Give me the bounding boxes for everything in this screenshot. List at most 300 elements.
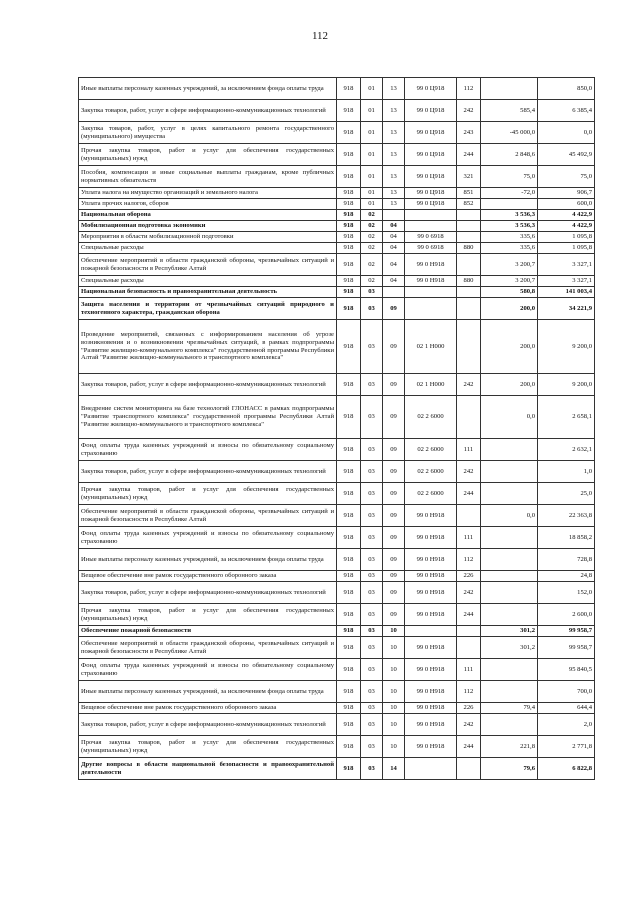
row-target-item-code: 99 0 Н918 bbox=[405, 637, 457, 659]
row-expense-type-code bbox=[457, 221, 481, 232]
table-row bbox=[79, 243, 595, 254]
budget-table bbox=[78, 77, 595, 780]
row-amount-change bbox=[481, 483, 538, 505]
table-row bbox=[79, 461, 595, 483]
row-section-code: 03 bbox=[361, 396, 383, 439]
row-subsection-code: 09 bbox=[383, 320, 405, 374]
row-section-code: 03 bbox=[361, 320, 383, 374]
row-amount-change bbox=[481, 571, 538, 582]
table-row bbox=[79, 78, 595, 100]
row-ministry-code: 918 bbox=[337, 527, 361, 549]
row-section-code: 03 bbox=[361, 681, 383, 703]
row-description: Иные выплаты персоналу казенных учреждений, за исключением фонда оплаты труда bbox=[79, 681, 337, 703]
row-subsection-code: 14 bbox=[383, 758, 405, 780]
table-row bbox=[79, 221, 595, 232]
row-expense-type-code: 226 bbox=[457, 571, 481, 582]
row-description: Другие вопросы в области национальной безопасности и правоохранительной деятельности bbox=[79, 758, 337, 780]
row-ministry-code: 918 bbox=[337, 758, 361, 780]
row-section-code: 02 bbox=[361, 243, 383, 254]
table-row bbox=[79, 505, 595, 527]
row-amount-total: 2,0 bbox=[538, 714, 595, 736]
table-row bbox=[79, 254, 595, 276]
table-row bbox=[79, 144, 595, 166]
row-target-item-code: 99 0 Н918 bbox=[405, 571, 457, 582]
row-amount-change: 585,4 bbox=[481, 100, 538, 122]
row-amount-total: 1,0 bbox=[538, 461, 595, 483]
row-ministry-code: 918 bbox=[337, 166, 361, 188]
row-section-code: 01 bbox=[361, 199, 383, 210]
row-description: Вещевое обеспечение вне рамок государственного оборонного заказа bbox=[79, 571, 337, 582]
row-section-code: 01 bbox=[361, 100, 383, 122]
row-target-item-code: 99 0 Н918 bbox=[405, 703, 457, 714]
row-subsection-code: 09 bbox=[383, 439, 405, 461]
row-description: Прочая закупка товаров, работ и услуг для обеспечения государственных (муниципальных) нужд bbox=[79, 604, 337, 626]
row-section-code: 03 bbox=[361, 461, 383, 483]
row-ministry-code: 918 bbox=[337, 254, 361, 276]
table-row bbox=[79, 287, 595, 298]
row-ministry-code: 918 bbox=[337, 637, 361, 659]
table-row bbox=[79, 758, 595, 780]
row-description: Фонд оплаты труда казенных учреждений и взносы по обязательному социальному страхованию bbox=[79, 439, 337, 461]
row-amount-total: 1 095,8 bbox=[538, 243, 595, 254]
row-description: Закупка товаров, работ, услуг в сфере информационно-коммуникационных технологий bbox=[79, 374, 337, 396]
row-amount-change: 335,6 bbox=[481, 232, 538, 243]
row-section-code: 03 bbox=[361, 758, 383, 780]
row-subsection-code: 09 bbox=[383, 571, 405, 582]
row-amount-total: 18 858,2 bbox=[538, 527, 595, 549]
row-target-item-code bbox=[405, 298, 457, 320]
row-section-code: 02 bbox=[361, 276, 383, 287]
row-ministry-code: 918 bbox=[337, 287, 361, 298]
row-subsection-code: 09 bbox=[383, 604, 405, 626]
row-amount-change: 79,6 bbox=[481, 758, 538, 780]
row-section-code: 02 bbox=[361, 221, 383, 232]
table-row bbox=[79, 714, 595, 736]
row-ministry-code: 918 bbox=[337, 396, 361, 439]
row-description: Иные выплаты персоналу казенных учреждений, за исключением фонда оплаты труда bbox=[79, 78, 337, 100]
row-ministry-code: 918 bbox=[337, 604, 361, 626]
row-subsection-code bbox=[383, 210, 405, 221]
row-target-item-code: 02 1 Н000 bbox=[405, 374, 457, 396]
row-expense-type-code: 112 bbox=[457, 549, 481, 571]
row-amount-total: 3 327,1 bbox=[538, 276, 595, 287]
row-amount-total: 1 095,8 bbox=[538, 232, 595, 243]
row-amount-total: 152,0 bbox=[538, 582, 595, 604]
row-subsection-code: 09 bbox=[383, 527, 405, 549]
row-subsection-code: 13 bbox=[383, 199, 405, 210]
row-description: Фонд оплаты труда казенных учреждений и взносы по обязательному социальному страхованию bbox=[79, 527, 337, 549]
row-subsection-code: 04 bbox=[383, 221, 405, 232]
row-ministry-code: 918 bbox=[337, 626, 361, 637]
row-section-code: 03 bbox=[361, 604, 383, 626]
row-section-code: 01 bbox=[361, 166, 383, 188]
row-amount-change: 2 848,6 bbox=[481, 144, 538, 166]
row-target-item-code: 02 2 6000 bbox=[405, 461, 457, 483]
row-description: Прочая закупка товаров, работ и услуг для обеспечения государственных (муниципальных) нужд bbox=[79, 144, 337, 166]
row-amount-total: 0,0 bbox=[538, 122, 595, 144]
row-section-code: 03 bbox=[361, 626, 383, 637]
row-amount-total: 2 771,8 bbox=[538, 736, 595, 758]
row-amount-change: 75,0 bbox=[481, 166, 538, 188]
row-amount-change: 301,2 bbox=[481, 637, 538, 659]
row-amount-total: 700,0 bbox=[538, 681, 595, 703]
table-row bbox=[79, 483, 595, 505]
row-ministry-code: 918 bbox=[337, 232, 361, 243]
row-description: Закупка товаров, работ, услуг в сфере информационно-коммуникационных технологий bbox=[79, 461, 337, 483]
row-amount-total: 9 200,0 bbox=[538, 374, 595, 396]
row-target-item-code: 99 0 Ц918 bbox=[405, 199, 457, 210]
row-section-code: 03 bbox=[361, 582, 383, 604]
row-section-code: 01 bbox=[361, 188, 383, 199]
row-description: Фонд оплаты труда казенных учреждений и взносы по обязательному социальному страхованию bbox=[79, 659, 337, 681]
row-amount-total: 6 822,8 bbox=[538, 758, 595, 780]
row-expense-type-code: 242 bbox=[457, 374, 481, 396]
row-description: Закупка товаров, работ, услуг в целях капитального ремонта государственного (муниципального) имущества bbox=[79, 122, 337, 144]
row-subsection-code: 04 bbox=[383, 254, 405, 276]
row-subsection-code bbox=[383, 287, 405, 298]
row-target-item-code: 99 0 Н918 bbox=[405, 505, 457, 527]
row-amount-change: -72,0 bbox=[481, 188, 538, 199]
row-expense-type-code bbox=[457, 254, 481, 276]
row-expense-type-code: 321 bbox=[457, 166, 481, 188]
row-target-item-code bbox=[405, 210, 457, 221]
row-subsection-code: 13 bbox=[383, 166, 405, 188]
table-row bbox=[79, 527, 595, 549]
row-ministry-code: 918 bbox=[337, 582, 361, 604]
row-target-item-code: 99 0 Н918 bbox=[405, 254, 457, 276]
row-amount-total: 99 958,7 bbox=[538, 626, 595, 637]
row-section-code: 01 bbox=[361, 122, 383, 144]
row-expense-type-code bbox=[457, 232, 481, 243]
row-target-item-code: 02 2 6000 bbox=[405, 396, 457, 439]
table-row bbox=[79, 122, 595, 144]
row-amount-change bbox=[481, 582, 538, 604]
row-target-item-code: 02 2 6000 bbox=[405, 439, 457, 461]
row-description: Специальные расходы bbox=[79, 276, 337, 287]
row-expense-type-code: 242 bbox=[457, 582, 481, 604]
row-section-code: 03 bbox=[361, 298, 383, 320]
row-target-item-code: 99 0 Н918 bbox=[405, 659, 457, 681]
row-expense-type-code bbox=[457, 758, 481, 780]
row-description: Национальная безопасность и правоохранительная деятельность bbox=[79, 287, 337, 298]
table-row bbox=[79, 320, 595, 374]
row-expense-type-code: 243 bbox=[457, 122, 481, 144]
row-target-item-code: 99 0 Н918 bbox=[405, 604, 457, 626]
row-amount-change: 0,0 bbox=[481, 505, 538, 527]
row-amount-total: 2 632,1 bbox=[538, 439, 595, 461]
row-section-code: 03 bbox=[361, 736, 383, 758]
row-target-item-code: 99 0 Ц918 bbox=[405, 78, 457, 100]
row-section-code: 03 bbox=[361, 287, 383, 298]
row-expense-type-code: 852 bbox=[457, 199, 481, 210]
row-amount-total: 99 958,7 bbox=[538, 637, 595, 659]
row-subsection-code: 09 bbox=[383, 483, 405, 505]
row-subsection-code: 13 bbox=[383, 78, 405, 100]
row-target-item-code: 02 1 Н000 bbox=[405, 320, 457, 374]
row-subsection-code: 13 bbox=[383, 100, 405, 122]
table-row bbox=[79, 681, 595, 703]
row-section-code: 03 bbox=[361, 527, 383, 549]
row-description: Специальные расходы bbox=[79, 243, 337, 254]
row-amount-total: 2 658,1 bbox=[538, 396, 595, 439]
row-amount-change: 3 536,3 bbox=[481, 210, 538, 221]
row-description: Проведение мероприятий, связанных с информированием населения об угрозе возникновения и о возникновении чрезвычайных ситуаций, в рамках подпрограммы "Развитие жилищно-коммунального комплекса" государственной программы Республики Алтай "Развитие жилищно-коммунального и транспортного комплекса" bbox=[79, 320, 337, 374]
row-ministry-code: 918 bbox=[337, 243, 361, 254]
page-number: 112 bbox=[311, 30, 329, 42]
row-amount-total: 644,4 bbox=[538, 703, 595, 714]
row-description: Защита населения и территории от чрезвычайных ситуаций природного и техногенного характера, гражданская оборона bbox=[79, 298, 337, 320]
row-ministry-code: 918 bbox=[337, 276, 361, 287]
row-expense-type-code: 242 bbox=[457, 714, 481, 736]
row-target-item-code: 99 0 6918 bbox=[405, 243, 457, 254]
row-expense-type-code: 111 bbox=[457, 527, 481, 549]
row-ministry-code: 918 bbox=[337, 681, 361, 703]
table-row bbox=[79, 396, 595, 439]
row-expense-type-code: 111 bbox=[457, 659, 481, 681]
row-section-code: 02 bbox=[361, 254, 383, 276]
row-amount-change bbox=[481, 714, 538, 736]
row-ministry-code: 918 bbox=[337, 505, 361, 527]
row-description: Уплата прочих налогов, сборов bbox=[79, 199, 337, 210]
row-amount-change: 200,0 bbox=[481, 298, 538, 320]
row-subsection-code: 04 bbox=[383, 276, 405, 287]
row-ministry-code: 918 bbox=[337, 199, 361, 210]
row-description: Прочая закупка товаров, работ и услуг для обеспечения государственных (муниципальных) нужд bbox=[79, 736, 337, 758]
row-amount-change: 335,6 bbox=[481, 243, 538, 254]
row-amount-change: 200,0 bbox=[481, 320, 538, 374]
row-subsection-code: 13 bbox=[383, 122, 405, 144]
row-section-code: 03 bbox=[361, 714, 383, 736]
row-subsection-code: 10 bbox=[383, 659, 405, 681]
row-ministry-code: 918 bbox=[337, 374, 361, 396]
row-amount-total: 2 600,0 bbox=[538, 604, 595, 626]
row-target-item-code: 99 0 Ц918 bbox=[405, 188, 457, 199]
row-amount-change bbox=[481, 439, 538, 461]
row-ministry-code: 918 bbox=[337, 483, 361, 505]
row-expense-type-code bbox=[457, 505, 481, 527]
row-target-item-code: 99 0 Ц918 bbox=[405, 144, 457, 166]
row-target-item-code: 99 0 Ц918 bbox=[405, 100, 457, 122]
row-section-code: 03 bbox=[361, 505, 383, 527]
table-row bbox=[79, 659, 595, 681]
row-ministry-code: 918 bbox=[337, 439, 361, 461]
row-ministry-code: 918 bbox=[337, 320, 361, 374]
row-subsection-code: 10 bbox=[383, 637, 405, 659]
row-target-item-code: 99 0 Н918 bbox=[405, 681, 457, 703]
row-amount-total: 34 221,9 bbox=[538, 298, 595, 320]
row-target-item-code: 99 0 6918 bbox=[405, 232, 457, 243]
row-amount-total: 95 840,5 bbox=[538, 659, 595, 681]
row-amount-change: 301,2 bbox=[481, 626, 538, 637]
row-expense-type-code: 226 bbox=[457, 703, 481, 714]
row-section-code: 03 bbox=[361, 483, 383, 505]
row-subsection-code: 09 bbox=[383, 505, 405, 527]
row-description: Иные выплаты персоналу казенных учреждений, за исключением фонда оплаты труда bbox=[79, 549, 337, 571]
row-ministry-code: 918 bbox=[337, 571, 361, 582]
row-amount-change: 200,0 bbox=[481, 374, 538, 396]
row-amount-total: 906,7 bbox=[538, 188, 595, 199]
row-ministry-code: 918 bbox=[337, 298, 361, 320]
row-expense-type-code: 880 bbox=[457, 243, 481, 254]
table-row bbox=[79, 736, 595, 758]
row-expense-type-code bbox=[457, 637, 481, 659]
row-target-item-code: 02 2 6000 bbox=[405, 483, 457, 505]
row-subsection-code: 10 bbox=[383, 714, 405, 736]
row-amount-change: -45 000,0 bbox=[481, 122, 538, 144]
row-ministry-code: 918 bbox=[337, 100, 361, 122]
row-description: Обеспечение мероприятий в области гражданской обороны, чрезвычайных ситуаций и пожарной безопасности в Республике Алтай bbox=[79, 254, 337, 276]
row-expense-type-code: 244 bbox=[457, 144, 481, 166]
row-description: Прочая закупка товаров, работ и услуг для обеспечения государственных (муниципальных) нужд bbox=[79, 483, 337, 505]
row-expense-type-code: 244 bbox=[457, 604, 481, 626]
row-description: Уплата налога на имущество организаций и земельного налога bbox=[79, 188, 337, 199]
row-subsection-code: 04 bbox=[383, 232, 405, 243]
row-expense-type-code bbox=[457, 210, 481, 221]
row-subsection-code: 13 bbox=[383, 188, 405, 199]
row-section-code: 03 bbox=[361, 659, 383, 681]
row-description: Вещевое обеспечение вне рамок государственного оборонного заказа bbox=[79, 703, 337, 714]
row-expense-type-code: 851 bbox=[457, 188, 481, 199]
row-subsection-code: 10 bbox=[383, 681, 405, 703]
table-row bbox=[79, 626, 595, 637]
row-amount-change bbox=[481, 527, 538, 549]
table-row bbox=[79, 188, 595, 199]
row-ministry-code: 918 bbox=[337, 549, 361, 571]
table-row bbox=[79, 571, 595, 582]
row-amount-change: 3 200,7 bbox=[481, 276, 538, 287]
row-description: Внедрение систем мониторинга на базе технологий ГЛОНАСС в рамках подпрограммы "Развитие транспортного комплекса" государственной программы Республики Алтай "Развитие жилищно-коммунального и транспортного комплекса" bbox=[79, 396, 337, 439]
row-amount-change: 0,0 bbox=[481, 396, 538, 439]
row-subsection-code: 13 bbox=[383, 144, 405, 166]
row-ministry-code: 918 bbox=[337, 78, 361, 100]
row-section-code: 03 bbox=[361, 439, 383, 461]
row-amount-change bbox=[481, 604, 538, 626]
row-description: Обеспечение пожарной безопасности bbox=[79, 626, 337, 637]
row-expense-type-code: 880 bbox=[457, 276, 481, 287]
row-expense-type-code: 112 bbox=[457, 78, 481, 100]
row-ministry-code: 918 bbox=[337, 703, 361, 714]
row-target-item-code: 99 0 Н918 bbox=[405, 276, 457, 287]
table-row bbox=[79, 232, 595, 243]
row-ministry-code: 918 bbox=[337, 122, 361, 144]
row-amount-change bbox=[481, 461, 538, 483]
row-subsection-code: 09 bbox=[383, 582, 405, 604]
row-subsection-code: 09 bbox=[383, 374, 405, 396]
row-expense-type-code bbox=[457, 298, 481, 320]
row-amount-total: 3 327,1 bbox=[538, 254, 595, 276]
row-amount-total: 25,0 bbox=[538, 483, 595, 505]
row-amount-total: 24,8 bbox=[538, 571, 595, 582]
row-target-item-code: 99 0 Н918 bbox=[405, 736, 457, 758]
table-row bbox=[79, 298, 595, 320]
row-target-item-code: 99 0 Н918 bbox=[405, 549, 457, 571]
row-ministry-code: 918 bbox=[337, 144, 361, 166]
row-subsection-code: 10 bbox=[383, 626, 405, 637]
row-section-code: 01 bbox=[361, 144, 383, 166]
row-amount-total: 45 492,9 bbox=[538, 144, 595, 166]
row-description: Мероприятия в области мобилизационной подготовки bbox=[79, 232, 337, 243]
row-subsection-code: 10 bbox=[383, 703, 405, 714]
row-ministry-code: 918 bbox=[337, 188, 361, 199]
row-description: Мобилизационная подготовка экономики bbox=[79, 221, 337, 232]
row-target-item-code bbox=[405, 758, 457, 780]
row-ministry-code: 918 bbox=[337, 659, 361, 681]
row-target-item-code bbox=[405, 626, 457, 637]
row-target-item-code: 99 0 Н918 bbox=[405, 582, 457, 604]
table-row bbox=[79, 276, 595, 287]
row-target-item-code bbox=[405, 221, 457, 232]
row-ministry-code: 918 bbox=[337, 221, 361, 232]
row-amount-change: 221,8 bbox=[481, 736, 538, 758]
row-target-item-code: 99 0 Н918 bbox=[405, 527, 457, 549]
row-amount-change: 3 200,7 bbox=[481, 254, 538, 276]
row-expense-type-code: 111 bbox=[457, 439, 481, 461]
row-amount-total: 6 385,4 bbox=[538, 100, 595, 122]
row-amount-total: 22 363,8 bbox=[538, 505, 595, 527]
table-row bbox=[79, 199, 595, 210]
row-ministry-code: 918 bbox=[337, 461, 361, 483]
row-target-item-code: 99 0 Ц918 bbox=[405, 122, 457, 144]
row-description: Обеспечение мероприятий в области гражданской обороны, чрезвычайных ситуаций и пожарной безопасности в Республике Алтай bbox=[79, 637, 337, 659]
table-row bbox=[79, 604, 595, 626]
row-amount-total: 4 422,9 bbox=[538, 210, 595, 221]
row-subsection-code: 09 bbox=[383, 298, 405, 320]
row-expense-type-code: 244 bbox=[457, 483, 481, 505]
row-description: Пособия, компенсации и иные социальные выплаты гражданам, кроме публичных нормативных обязательств bbox=[79, 166, 337, 188]
row-amount-total: 850,0 bbox=[538, 78, 595, 100]
row-target-item-code: 99 0 Н918 bbox=[405, 714, 457, 736]
row-target-item-code: 99 0 Ц918 bbox=[405, 166, 457, 188]
row-target-item-code bbox=[405, 287, 457, 298]
row-description: Национальная оборона bbox=[79, 210, 337, 221]
row-amount-change bbox=[481, 549, 538, 571]
row-expense-type-code bbox=[457, 287, 481, 298]
row-section-code: 03 bbox=[361, 571, 383, 582]
row-amount-total: 4 422,9 bbox=[538, 221, 595, 232]
row-ministry-code: 918 bbox=[337, 210, 361, 221]
row-subsection-code: 09 bbox=[383, 549, 405, 571]
row-subsection-code: 09 bbox=[383, 461, 405, 483]
row-amount-change: 3 536,3 bbox=[481, 221, 538, 232]
row-ministry-code: 918 bbox=[337, 714, 361, 736]
row-expense-type-code bbox=[457, 626, 481, 637]
row-description: Закупка товаров, работ, услуг в сфере информационно-коммуникационных технологий bbox=[79, 714, 337, 736]
row-section-code: 03 bbox=[361, 549, 383, 571]
row-section-code: 01 bbox=[361, 78, 383, 100]
row-amount-total: 9 200,0 bbox=[538, 320, 595, 374]
row-section-code: 02 bbox=[361, 232, 383, 243]
table-row bbox=[79, 166, 595, 188]
row-amount-total: 728,8 bbox=[538, 549, 595, 571]
table-row bbox=[79, 439, 595, 461]
table-row bbox=[79, 374, 595, 396]
row-description: Закупка товаров, работ, услуг в сфере информационно-коммуникационных технологий bbox=[79, 582, 337, 604]
row-expense-type-code bbox=[457, 396, 481, 439]
row-description: Обеспечение мероприятий в области гражданской обороны, чрезвычайных ситуаций и пожарной безопасности в Республике Алтай bbox=[79, 505, 337, 527]
row-ministry-code: 918 bbox=[337, 736, 361, 758]
row-amount-change bbox=[481, 78, 538, 100]
row-section-code: 03 bbox=[361, 703, 383, 714]
row-subsection-code: 10 bbox=[383, 736, 405, 758]
table-row bbox=[79, 100, 595, 122]
table-row bbox=[79, 549, 595, 571]
row-amount-change: 79,4 bbox=[481, 703, 538, 714]
row-description: Закупка товаров, работ, услуг в сфере информационно-коммуникационных технологий bbox=[79, 100, 337, 122]
row-expense-type-code: 112 bbox=[457, 681, 481, 703]
row-expense-type-code: 242 bbox=[457, 100, 481, 122]
row-section-code: 02 bbox=[361, 210, 383, 221]
row-section-code: 03 bbox=[361, 637, 383, 659]
